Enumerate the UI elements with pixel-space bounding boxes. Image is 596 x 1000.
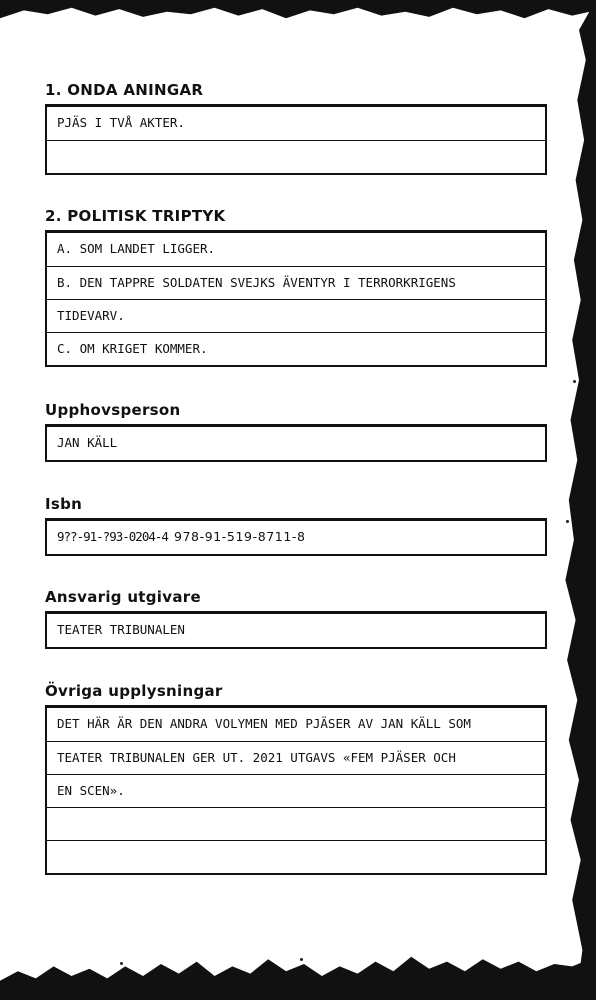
author-value: JAN KÄLL [57, 435, 118, 450]
section-publisher [45, 587, 547, 649]
torn-edge-right [562, 0, 596, 1000]
section-heading: 2. POLITISK TRIPTYK [45, 207, 226, 225]
field-box [45, 424, 547, 462]
section-isbn [45, 494, 547, 556]
field-box [45, 611, 547, 649]
field-box [45, 518, 547, 556]
field-row: EN SCEN». [47, 774, 545, 807]
section-author [45, 400, 547, 462]
section-title-2 [45, 206, 547, 367]
field-row: PJÄS I TVÅ AKTER. [57, 115, 185, 130]
field-row: A. SOM LANDET LIGGER. [57, 241, 216, 256]
ink-speck [566, 520, 569, 523]
section-heading: Upphovsperson [45, 401, 181, 419]
section-heading: Isbn [45, 495, 83, 513]
isbn-overprint: 9??-91-?93-0204-4 [57, 529, 168, 544]
field-row: B. DEN TAPPRE SOLDATEN SVEJKS ÄVENTYR I TERRORKRIGENS [47, 266, 545, 299]
field-box [45, 705, 547, 875]
field-row: DET HÄR ÄR DEN ANDRA VOLYMEN MED PJÄSER AV JAN KÄLL SOM [57, 716, 471, 731]
field-box [45, 104, 547, 175]
isbn-row [47, 521, 545, 554]
section-heading: 1. ONDA ANINGAR [45, 81, 204, 99]
field-row: TEATER TRIBUNALEN GER UT. 2021 UTGAVS «FEM PJÄSER OCH [47, 741, 545, 774]
isbn-value: 978-91-519-8711-8 [173, 529, 306, 544]
section-title-1 [45, 80, 547, 175]
field-row: C. OM KRIGET KOMMER. [47, 332, 545, 365]
field-row [47, 140, 545, 173]
torn-edge-bottom [0, 952, 596, 1000]
field-row: TIDEVARV. [47, 299, 545, 332]
field-box [45, 230, 547, 367]
ink-speck [573, 380, 576, 383]
ink-speck [300, 958, 303, 961]
ink-speck [120, 962, 123, 965]
publisher-value: TEATER TRIBUNALEN [57, 622, 185, 637]
section-heading: Övriga upplysningar [45, 682, 223, 700]
section-notes [45, 681, 547, 875]
field-row [47, 840, 545, 873]
field-row [47, 807, 545, 840]
section-heading: Ansvarig utgivare [45, 588, 201, 606]
torn-edge-top [0, 0, 596, 26]
